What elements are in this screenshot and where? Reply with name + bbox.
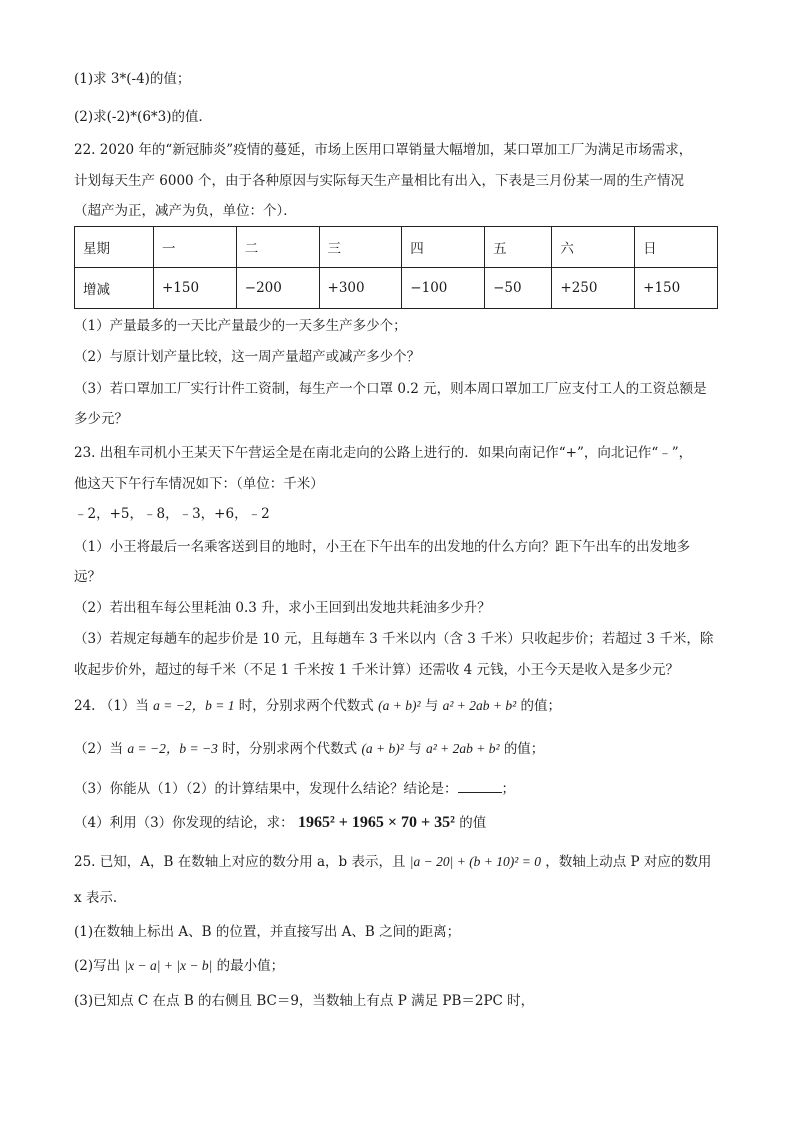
q24-expr-expanded: a² + 2ab + b² [425,741,500,756]
q25-intro-expression: |a − 20| + (b + 10)² = 0 [409,854,541,869]
q25-sub1: (1)在数轴上标出 A、B 的位置，并直接写出 A、B 之间的距离； [74,924,461,940]
q24-sub2-prefix: （2）当 [74,741,124,757]
table-row [75,268,718,309]
q24-sub4 [74,814,486,832]
table-value-cell: −200 [236,268,319,309]
q24-sub1-suffix: 的值； [520,698,561,714]
table-value-cell: +250 [552,268,635,309]
table-day-cell: 四 [402,227,485,268]
table-day-cell: 三 [319,227,402,268]
q24-sub2-suffix: 的值； [503,741,545,757]
q24-sub3-text: （3）你能从（1）（2）的计算结果中，发现什么结论？结论是： [74,781,458,797]
q22-intro-line2: 计划每天生产 6000 个，由于各种原因与实际每天生产量相比有出入，下表是三月份某一周的生产情况 [74,173,684,189]
q24-sub4-suffix: 的值 [459,815,487,831]
q24-sub2-condition: a = −2，b = −3 [127,741,218,756]
q25-sub3: (3)已知点 C 在点 B 的右侧且 BC＝9，当数轴上有点 P 满足 PB＝2PC 时， [74,993,535,1009]
q25-intro-suffix: ，数轴上动点 P 对应的数用 [545,854,712,870]
q24-expr-expanded: a² + 2ab + b² [442,698,517,713]
q22-sub3-line2: 多少元？ [74,411,128,427]
q22-intro-line3: （超产为正，减产为负，单位：个）． [74,203,297,219]
table-day-cell: 六 [552,227,635,268]
q24-conjunction: 与 [424,698,439,714]
q25-sub2-suffix: 的最小值； [216,958,285,974]
q24-sub1-mid: 时，分别求两个代数式 [238,698,374,714]
q22-sub2: （2）与原计划产量比较，这一周产量超产或减产多少个？ [74,349,421,365]
q24-expr-square-of-sum: (a + b)² [361,741,404,756]
table-header-label: 星期 [75,227,154,268]
q23-sub1-line1: （1）小王将最后一名乘客送到目的地时，小王在下午出车的出发地的什么方向？距下午出车的出发地多 [74,539,691,555]
q24-expr-square-of-sum: (a + b)² [378,698,421,713]
q23-sub2: （2）若出租车每公里耗油 0.3 升，求小王回到出发地共耗油多少升？ [74,600,491,616]
table-day-cell: 一 [154,227,237,268]
q24-sub1-condition: a = −2，b = 1 [153,698,235,713]
q24-conjunction: 与 [408,741,422,757]
q25-intro-line1 [74,853,711,871]
q22-sub3-line1: （3）若口罩加工厂实行计件工资制，每生产一个口罩 0.2 元，则本周口罩加工厂应支付工人的工资总额是 [74,381,707,397]
q23-sub3-line2: 收起步价外，超过的每千米（不足 1 千米按 1 千米计算）还需收 4 元钱，小王今天是收入是多少元？ [74,662,680,678]
q24-sub4-expression: 1965² + 1965 × 70 + 35² [297,814,455,831]
table-row [75,227,718,268]
q21-part1: (1)求 3*(-4)的值； [74,71,191,87]
table-day-cell: 日 [635,227,718,268]
q23-data: ﹣2，+5，﹣8，﹣3，+6，﹣2 [74,506,270,522]
q24-sub3-end: ； [501,781,516,797]
q24-sub1 [74,697,561,715]
table-day-cell: 五 [485,227,552,268]
table-row-label: 增减 [75,268,154,309]
q25-intro-line2: x 表示. [74,890,118,906]
q22-sub1: （1）产量最多的一天比产量最少的一天多生产多少个； [74,318,407,334]
table-value-cell: +150 [154,268,237,309]
q24-sub4-prefix: （4）利用（3）你发现的结论，求： [74,815,294,831]
q23-intro-line2: 他这天下午行车情况如下：（单位：千米） [74,476,324,492]
q25-sub2-expression: |x − a| + |x − b| [124,958,213,973]
q23-sub1-line2: 远？ [74,569,101,585]
table-value-cell: −100 [402,268,485,309]
table-value-cell: −50 [485,268,552,309]
q21-part2: (2)求(-2)*(6*3)的值． [74,109,213,125]
table-day-cell: 二 [236,227,319,268]
answer-blank [458,778,502,793]
production-table [74,226,718,309]
q25-sub2-prefix: (2)写出 [74,958,121,974]
q24-sub1-prefix: 24. （1）当 [74,698,149,714]
q22-intro-line1: 22. 2020 年的“新冠肺炎”疫情的蔓延，市场上医用口罩销量大幅增加，某口罩加工厂为满足市场需求， [74,142,693,158]
q23-intro-line1: 23. 出租车司机小王某天下午营运全是在南北走向的公路上进行的．如果向南记作“+”，向北记作“﹣”， [74,445,693,461]
table-value-cell: +150 [635,268,718,309]
q25-sub2 [74,957,284,975]
q24-sub2 [74,740,544,758]
table-value-cell: +300 [319,268,402,309]
q23-sub3-line1: （3）若规定每趟车的起步价是 10 元，且每趟车 3 千米以内（含 3 千米）只收起步价；若超过 3 千米，除 [74,631,714,647]
q24-sub2-mid: 时，分别求两个代数式 [222,741,358,757]
q24-sub3 [74,778,515,798]
q25-intro-prefix: 25. 已知，A，B 在数轴上对应的数分用 a，b 表示，且 [74,854,406,870]
